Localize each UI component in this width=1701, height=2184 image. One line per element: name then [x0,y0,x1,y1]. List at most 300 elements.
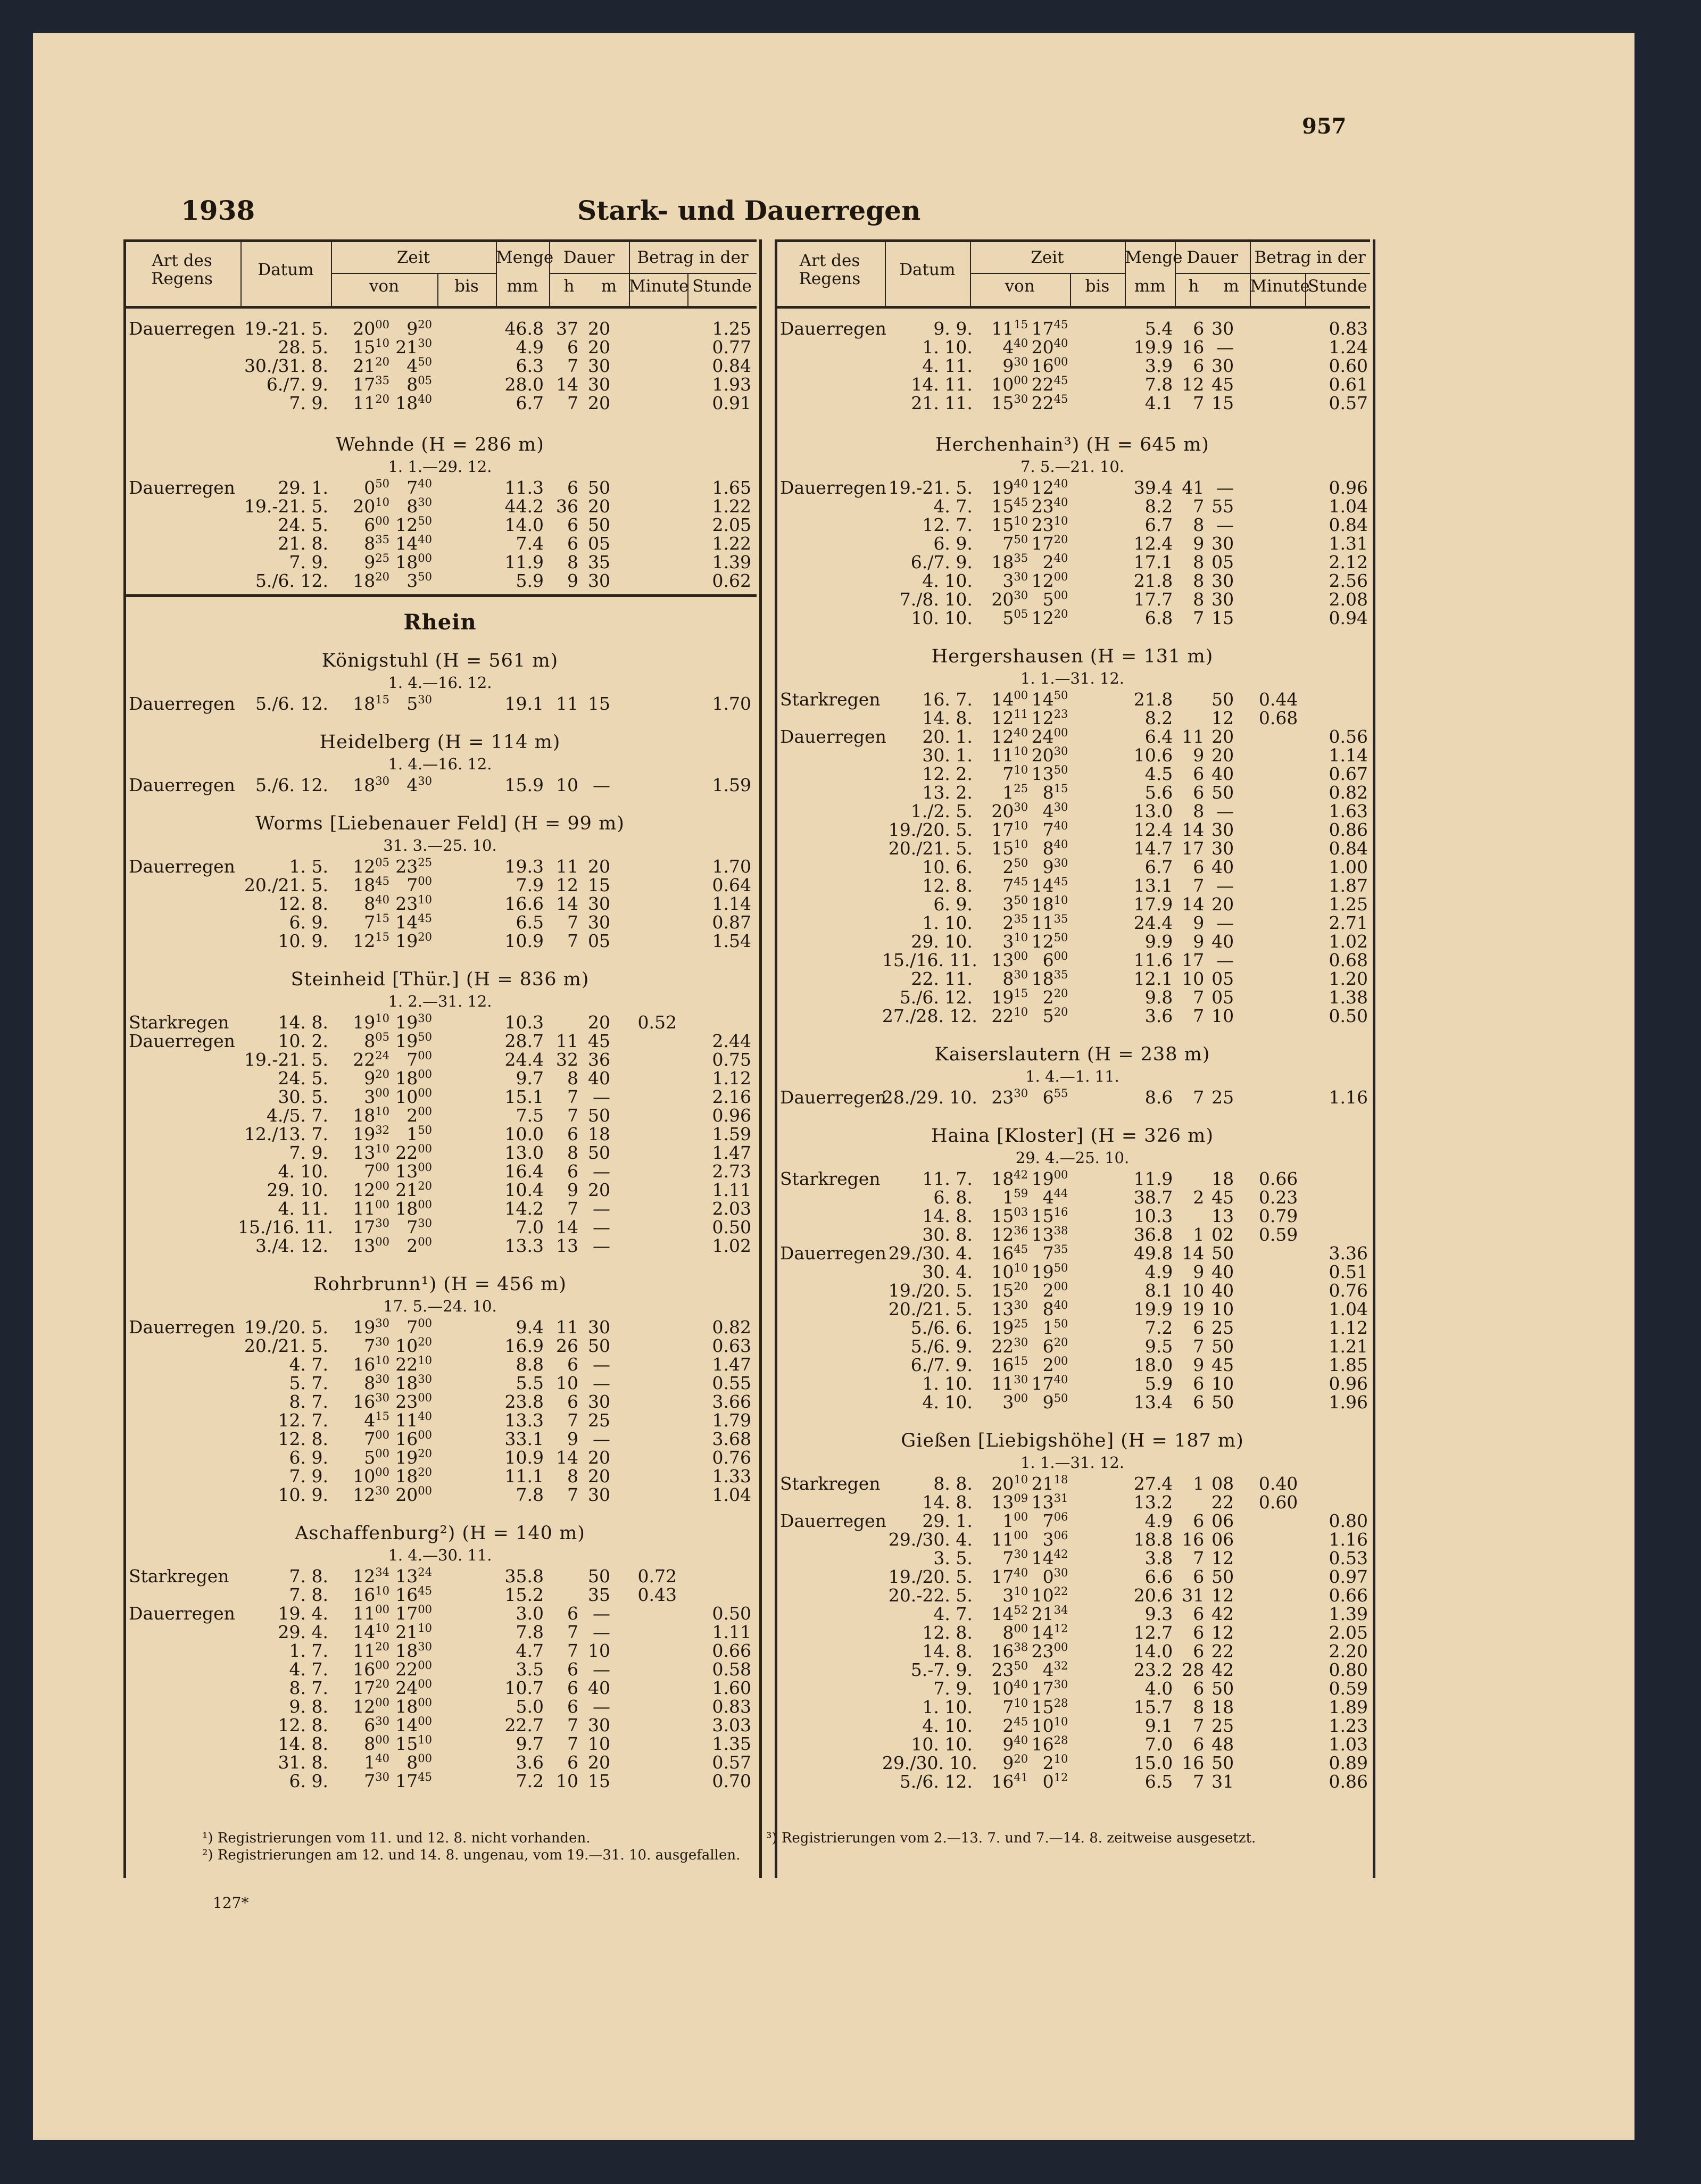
time-minutes: 10 [1014,1006,1028,1018]
cell-minutes: 05 [1212,968,1234,989]
cell-von: $17^{20}$ [353,1678,389,1698]
time-minutes: 10 [1014,1697,1028,1709]
cell-bis: $8^{00}$ [406,1752,432,1773]
cell-menge: 7.5 [516,1105,544,1126]
table-row [123,1069,757,1087]
cell-hours: 6 [1193,1604,1205,1624]
cell-minutes: — [593,1659,610,1680]
cell-datum: 6. 9. [289,1447,328,1468]
cell-menge: 9.4 [516,1317,544,1338]
time-minutes: 00 [1014,1529,1028,1542]
time-minutes: 10 [1014,819,1028,832]
cell-datum: 29. 1. [278,477,328,498]
cell-minutes: 30 [588,355,610,376]
cell-minutes: 40 [1212,857,1234,877]
table-row [123,394,757,412]
cell-betrag-stunde: 0.86 [1329,1771,1368,1792]
time-minutes: 00 [418,1752,432,1765]
cell-hours: 6 [567,1678,578,1698]
cell-minutes: 18 [588,1124,610,1144]
cell-minutes: 20 [588,856,610,877]
cell-hours: 8 [1193,801,1205,821]
cell-minutes: 50 [1212,689,1234,710]
table-row [123,375,757,394]
table-row [775,746,1370,765]
cell-art: Starkregen [129,1012,229,1033]
cell-hours: 6 [567,1161,578,1182]
table-row [123,776,757,794]
cell-bis: $5^{00}$ [1042,589,1068,610]
table-row [775,727,1370,746]
cell-minutes: — [1216,801,1234,821]
cell-minutes: 12 [1212,1585,1234,1606]
cell-datum: 28. 5. [278,337,328,358]
time-minutes: 03 [1014,1206,1028,1218]
time-minutes: 00 [418,1659,432,1672]
time-minutes: 40 [375,893,389,906]
cell-bis: $7^{00}$ [406,1049,432,1070]
cell-bis: $21^{30}$ [395,337,432,358]
table-row [775,1281,1370,1300]
table-row [123,1032,757,1050]
time-minutes: 00 [418,1317,432,1330]
cell-bis: $12^{20}$ [1031,608,1068,628]
cell-menge: 13.0 [504,1142,544,1163]
cell-von: $2^{45}$ [1002,1715,1028,1736]
table-row [775,839,1370,858]
station-title: Aschaffenburg²) (H = 140 m) [295,1523,585,1544]
time-minutes: 24 [418,1566,432,1579]
table-row [775,516,1370,534]
cell-hours: 31 [1182,1585,1205,1606]
cell-minutes: 12 [1212,1622,1234,1643]
cell-datum: 5. 7. [289,1373,328,1393]
cell-menge: 5.4 [1144,318,1173,339]
cell-datum: 19.-21. 5. [244,496,328,517]
header-bis: bis [1085,277,1110,296]
cell-betrag-minute: 0.72 [637,1566,677,1587]
cell-menge: 6.8 [1144,608,1173,628]
time-minutes: 05 [375,856,389,869]
cell-von: $9^{30}$ [1002,355,1028,376]
cell-bis: $2^{00}$ [1042,1355,1068,1375]
table-row [123,1467,757,1485]
cell-datum: 19.-21. 5. [888,477,973,498]
time-minutes: 40 [1053,1299,1068,1311]
time-minutes: 40 [1014,1566,1028,1579]
cell-menge: 9.7 [516,1733,544,1754]
header-art: Art des Regens [799,251,861,288]
cell-menge: 33.1 [504,1429,544,1449]
cell-von: $7^{10}$ [1002,763,1028,784]
cell-bis: $20^{40}$ [1031,337,1068,358]
cell-hours: 17 [1182,950,1205,970]
cell-von: $12^{00}$ [353,1696,389,1717]
header-dauer: Dauer [1186,248,1239,267]
table-row [775,914,1370,932]
cell-betrag-minute: 0.59 [1258,1224,1298,1245]
cell-bis: $4^{32}$ [1042,1659,1068,1680]
cell-menge: 21.8 [1133,689,1173,710]
cell-menge: 17.7 [1133,589,1173,610]
cell-betrag-stunde: 1.60 [712,1678,751,1698]
cell-minutes: 15 [588,1771,610,1791]
cell-minutes: 30 [588,374,610,395]
cell-art: Starkregen [780,1473,881,1494]
cell-menge: 9.5 [1144,1336,1173,1357]
cell-betrag-stunde: 1.96 [1329,1392,1368,1413]
cell-bis: $13^{00}$ [395,1161,432,1182]
cell-menge: 7.2 [516,1771,544,1791]
time-minutes: 10 [418,893,432,906]
table-row [775,951,1370,969]
time-minutes: 00 [418,552,432,564]
cell-datum: 19./20. 5. [888,1566,973,1587]
cell-art: Dauerregen [129,856,235,877]
cell-minutes: 42 [1212,1604,1234,1624]
cell-betrag-stunde: 3.66 [712,1391,751,1412]
table-header [775,239,1370,309]
cell-menge: 6.7 [1144,857,1173,877]
cell-bis: $2^{00}$ [1042,1280,1068,1301]
cell-minutes: 50 [588,1142,610,1163]
cell-bis: $18^{00}$ [395,552,432,572]
cell-von: $15^{10}$ [353,337,389,358]
cell-betrag-stunde: 1.39 [1329,1604,1368,1624]
cell-bis: $13^{31}$ [1031,1492,1068,1513]
cell-bis: $7^{40}$ [406,477,432,498]
cell-bis: $11^{35}$ [1031,912,1068,933]
cell-von: $12^{00}$ [353,1180,389,1200]
cell-von: $11^{20}$ [353,393,389,413]
cell-bis: $16^{00}$ [395,1429,432,1449]
cell-hours: 17 [1182,838,1205,859]
cell-bis: $22^{45}$ [1031,393,1068,413]
time-minutes: 00 [1053,1280,1068,1293]
cell-minutes: — [593,1622,610,1642]
time-minutes: 00 [375,514,389,527]
cell-datum: 5./6. 9. [910,1336,973,1357]
cell-bis: $17^{20}$ [1031,533,1068,554]
cell-menge: 16.4 [504,1161,544,1182]
table-row [123,1336,757,1355]
header-divider [885,242,886,306]
cell-betrag-minute: 0.43 [637,1584,677,1605]
table-row [123,1623,757,1641]
cell-art: Starkregen [780,689,881,710]
time-minutes: 00 [418,875,432,887]
cell-von: $3^{10}$ [1002,931,1028,952]
cell-von: $16^{38}$ [991,1641,1028,1662]
time-minutes: 00 [418,1603,432,1616]
cell-datum: 8. 7. [289,1678,328,1698]
cell-minutes: 08 [1212,1473,1234,1494]
cell-menge: 6.5 [1144,1771,1173,1792]
cell-art: Dauerregen [129,477,235,498]
cell-betrag-stunde: 0.76 [712,1447,751,1468]
cell-von: $14^{10}$ [353,1622,389,1642]
cell-von: $17^{40}$ [991,1566,1028,1587]
time-minutes: 45 [1053,318,1068,331]
time-minutes: 20 [418,1335,432,1348]
time-minutes: 00 [375,1429,389,1441]
cell-von: $11^{00}$ [353,1603,389,1624]
cell-minutes: 48 [1212,1734,1234,1755]
cell-datum: 29./30. 4. [888,1529,973,1550]
time-minutes: 06 [1053,1529,1068,1542]
time-minutes: 30 [1014,1548,1028,1560]
time-minutes: 00 [1014,689,1028,702]
cell-minutes: 05 [1212,552,1234,572]
cell-datum: 7. 9. [933,1678,973,1699]
cell-von: $19^{40}$ [991,477,1028,498]
station-title: Rohrbrunn¹) (H = 456 m) [313,1274,567,1295]
cell-von: $15^{30}$ [991,393,1028,413]
cell-bis: $18^{00}$ [395,1068,432,1089]
time-minutes: 45 [375,875,389,887]
cell-minutes: 30 [1212,318,1234,339]
time-minutes: 00 [418,1391,432,1404]
time-minutes: 00 [1014,374,1028,387]
cell-datum: 12. 7. [922,514,973,535]
cell-bis: $18^{00}$ [395,1696,432,1717]
cell-betrag-minute: 0.44 [1258,689,1298,710]
time-minutes: 09 [1014,1492,1028,1505]
cell-datum: 12. 7. [278,1410,328,1431]
cell-datum: 10. 9. [278,1484,328,1505]
table-row [775,1605,1370,1623]
cell-bis: $8^{40}$ [1042,1299,1068,1319]
cell-von: $11^{00}$ [991,1529,1028,1550]
cell-hours: 8 [1193,589,1205,610]
time-minutes: 00 [418,1678,432,1690]
header-m: m [1223,277,1239,296]
cell-hours: 6 [1193,1392,1205,1413]
cell-von: $7^{00}$ [364,1161,389,1182]
station-section [123,594,757,635]
cell-minutes: 50 [1212,1243,1234,1264]
cell-menge: 18.0 [1133,1355,1173,1375]
cell-betrag-stunde: 0.57 [712,1752,751,1773]
cell-menge: 12.7 [1133,1622,1173,1643]
cell-bis: $20^{00}$ [395,1484,432,1505]
header-divider [1070,273,1071,306]
cell-bis: $15^{28}$ [1031,1697,1068,1717]
cell-betrag-stunde: 0.91 [712,393,751,413]
time-minutes: 30 [375,1217,389,1230]
cell-betrag-stunde: 2.08 [1329,589,1368,610]
cell-art: Dauerregen [129,775,235,795]
table-row [775,1169,1370,1188]
time-minutes: 20 [1014,1280,1028,1293]
cell-datum: 29./30. 10. [882,1753,977,1773]
cell-menge: 10.7 [504,1678,544,1698]
cell-minutes: — [593,1696,610,1717]
cell-bis: $16^{45}$ [395,1584,432,1605]
header-von: von [369,277,400,296]
cell-betrag-stunde: 2.12 [1329,552,1368,572]
cell-bis: $10^{10}$ [1031,1715,1068,1736]
cell-bis: $7^{00}$ [406,1317,432,1338]
station-title: Haina [Kloster] (H = 326 m) [931,1125,1214,1147]
cell-hours: 7 [1193,496,1205,517]
cell-datum: 20.-22. 5. [888,1585,973,1606]
cell-minutes: 22 [1212,1641,1234,1662]
cell-bis: $18^{20}$ [395,1466,432,1487]
cell-menge: 7.9 [516,875,544,895]
cell-hours: 6 [567,1391,578,1412]
cell-hours: 6 [567,1124,578,1144]
cell-bis: $16^{28}$ [1031,1734,1068,1755]
time-minutes: 50 [418,1031,432,1043]
cell-von: $14^{00}$ [991,689,1028,710]
cell-minutes: 50 [588,1105,610,1126]
time-minutes: 30 [418,496,432,509]
time-minutes: 34 [375,1566,389,1579]
cell-datum: 1./2. 5. [910,801,973,821]
header-divider [687,273,688,306]
cell-hours: 7 [567,1086,578,1107]
time-minutes: 10 [1014,838,1028,851]
time-minutes: 15 [1014,1355,1028,1367]
cell-datum: 30. 8. [922,1224,973,1245]
time-minutes: 40 [1053,477,1068,490]
cell-datum: 7. 8. [289,1566,328,1587]
cell-datum: 4. 10. [278,1161,328,1182]
cell-datum: 19.-21. 5. [244,1049,328,1070]
time-minutes: 00 [418,1198,432,1211]
cell-hours: 6 [567,1752,578,1773]
time-minutes: 30 [418,1012,432,1025]
cell-von: $2^{50}$ [1002,857,1028,877]
cell-von: $18^{10}$ [353,1105,389,1126]
table-row [775,1530,1370,1549]
cell-menge: 22.7 [504,1715,544,1735]
time-minutes: 28 [1053,1697,1068,1709]
cell-art: Dauerregen [780,1087,886,1108]
cell-betrag-stunde: 2.44 [712,1031,751,1051]
station-section [123,1259,757,1504]
cell-betrag-stunde: 1.85 [1329,1355,1368,1375]
cell-bis: $8^{05}$ [406,374,432,395]
cell-hours: 6 [1193,782,1205,803]
time-minutes: 40 [1053,496,1068,509]
cell-minutes: — [593,1217,610,1238]
cell-menge: 38.7 [1133,1187,1173,1208]
cell-hours: 7 [567,1484,578,1505]
cell-betrag-stunde: 0.66 [1329,1585,1368,1606]
cell-hours: 9 [567,1180,578,1200]
time-minutes: 10 [375,337,389,350]
time-minutes: 45 [418,1771,432,1783]
table-row [775,709,1370,727]
cell-bis: $7^{06}$ [1042,1510,1068,1531]
header-minute: Minute [1250,277,1310,296]
time-minutes: 12 [1053,1771,1068,1784]
cell-von: $22^{24}$ [353,1049,389,1070]
time-minutes: 40 [1053,552,1068,564]
time-minutes: 15 [375,693,389,706]
cell-hours: 11 [556,856,578,877]
cell-hours: 7 [1193,1715,1205,1736]
time-minutes: 20 [375,355,389,368]
time-minutes: 42 [1014,1168,1028,1181]
cell-art: Dauerregen [129,1317,235,1338]
header-mm: mm [1134,277,1166,296]
cell-menge: 11.6 [1133,950,1173,970]
cell-betrag-stunde: 1.11 [712,1622,751,1642]
cell-hours: 10 [1182,968,1205,989]
cell-minutes: 02 [1212,1224,1234,1245]
time-minutes: 40 [1014,1734,1028,1747]
header-minute: Minute [629,277,689,296]
table-row [775,876,1370,895]
cell-hours: 14 [556,1447,578,1468]
station-title: Königstuhl (H = 561 m) [321,650,559,671]
cell-hours: 7 [1193,875,1205,896]
cell-hours: 7 [567,1105,578,1126]
time-minutes: 40 [1014,1678,1028,1691]
cell-bis: $12^{50}$ [1031,931,1068,952]
cell-hours: 12 [1182,374,1205,395]
cell-minutes: 36 [588,1049,610,1070]
cell-von: $16^{10}$ [353,1584,389,1605]
time-minutes: 41 [1014,1771,1028,1784]
cell-menge: 9.3 [1144,1604,1173,1624]
cell-datum: 5.-7. 9. [910,1659,973,1680]
cell-datum: 24. 5. [278,514,328,535]
table-row [123,1106,757,1125]
header-divider [970,242,971,306]
cell-datum: 1. 10. [922,1697,973,1717]
time-minutes: 50 [1053,1317,1068,1330]
cell-von: $8^{00}$ [1002,1622,1028,1643]
header-betrag: Betrag in der [1254,248,1366,267]
cell-betrag-stunde: 0.55 [712,1373,751,1393]
cell-menge: 3.6 [1144,1006,1173,1026]
time-minutes: 06 [1053,1510,1068,1523]
time-minutes: 00 [1014,1622,1028,1635]
cell-betrag-minute: 0.23 [1258,1187,1298,1208]
cell-datum: 14. 8. [922,1206,973,1226]
time-minutes: 40 [418,533,432,546]
cell-datum: 5./6. 6. [910,1317,973,1338]
table-row [775,765,1370,783]
table-row [123,1641,757,1660]
time-minutes: 35 [375,374,389,387]
cell-hours: 28 [1182,1659,1205,1680]
cell-betrag-stunde: 2.05 [712,514,751,535]
cell-bis: $14^{45}$ [395,912,432,933]
cell-datum: 7. 9. [289,1142,328,1163]
cell-minutes: 30 [1212,570,1234,591]
cell-minutes: 06 [1212,1510,1234,1531]
cell-von: $20^{10}$ [353,496,389,517]
cell-hours: 1 [1193,1224,1205,1245]
time-minutes: 20 [375,393,389,405]
time-minutes: 40 [1014,337,1028,350]
cell-datum: 8. 8. [933,1473,973,1494]
table-row [123,478,757,497]
table-row [775,1474,1370,1493]
cell-hours: 7 [1193,1548,1205,1568]
table-row [123,913,757,932]
cell-datum: 5./6. 12. [899,987,973,1008]
table-row [123,1753,757,1772]
cell-datum: 12./13. 7. [244,1124,328,1144]
cell-minutes: — [1216,875,1234,896]
time-minutes: 00 [1053,589,1068,602]
